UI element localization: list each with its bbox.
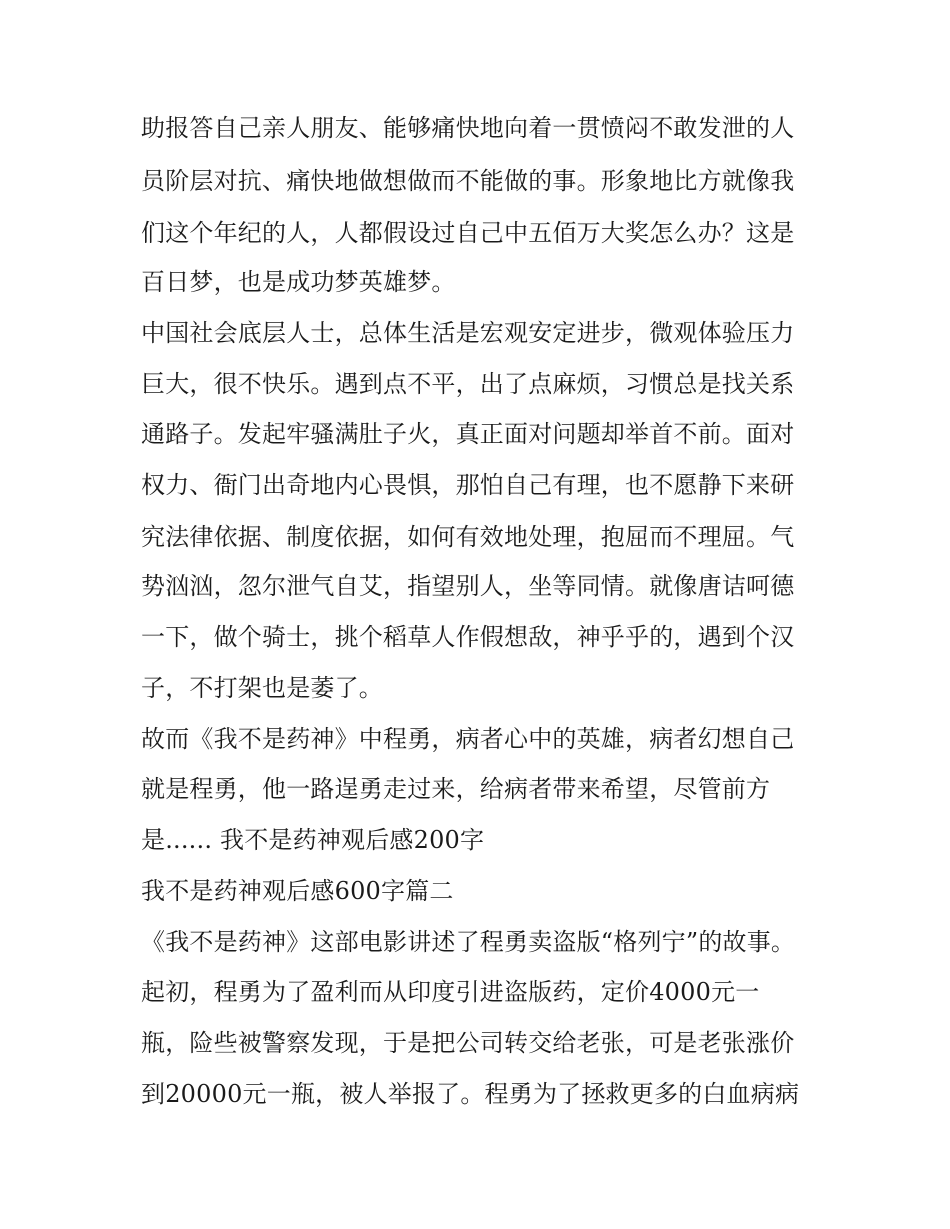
text-line: 百日梦，也是成功梦英雄梦。	[141, 268, 456, 296]
text-line: 起初，程勇为了盈利而从印度引进盗版药，定价4000元一	[141, 978, 760, 1006]
text-line: 究法律依据、制度依据，如何有效地处理，抱屈而不理屈。气	[141, 523, 795, 551]
text-line: 通路子。发起牢骚满肚子火，真正面对问题却举首不前。面对	[141, 420, 795, 448]
text-line: 员阶层对抗、痛快地做想做而不能做的事。形象地比方就像我	[141, 167, 795, 195]
text-line: 权力、衙门出奇地内心畏惧，那怕自己有理，也不愿静下来研	[141, 471, 795, 499]
text-line: 是...... 我不是药神观后感200字	[141, 826, 485, 854]
text-line: 一下，做个骑士，挑个稻草人作假想敌，神乎乎的，遇到个汉	[141, 623, 795, 651]
text-line: 势汹汹，忽尔泄气自艾，指望别人，坐等同情。就像唐诘呵德	[141, 572, 795, 600]
text-line: 故而《我不是药神》中程勇，病者心中的英雄，病者幻想自己	[141, 725, 795, 753]
text-line: 到20000元一瓶，被人举报了。程勇为了拯救更多的白血病病	[141, 1080, 800, 1108]
text-line: 中国社会底层人士，总体生活是宏观安定进步，微观体验压力	[141, 319, 795, 347]
text-line: 巨大，很不快乐。遇到点不平，出了点麻烦，习惯总是找关系	[141, 370, 795, 398]
text-line: 瓶，险些被警察发现，于是把公司转交给老张，可是老张涨价	[141, 1029, 795, 1057]
text-line: 我不是药神观后感600字篇二	[141, 877, 454, 905]
text-line: 就是程勇，他一路逞勇走过来，给病者带来希望，尽管前方	[141, 775, 771, 803]
text-line: 助报答自己亲人朋友、能够痛快地向着一贯愤闷不敢发泄的人	[141, 114, 795, 142]
text-line: 子，不打架也是萎了。	[141, 674, 383, 702]
text-line: 《我不是药神》这部电影讲述了程勇卖盗版“格列宁”的故事。	[141, 928, 796, 956]
text-line: 们这个年纪的人，人都假设过自己中五佰万大奖怎么办？这是	[141, 219, 795, 247]
